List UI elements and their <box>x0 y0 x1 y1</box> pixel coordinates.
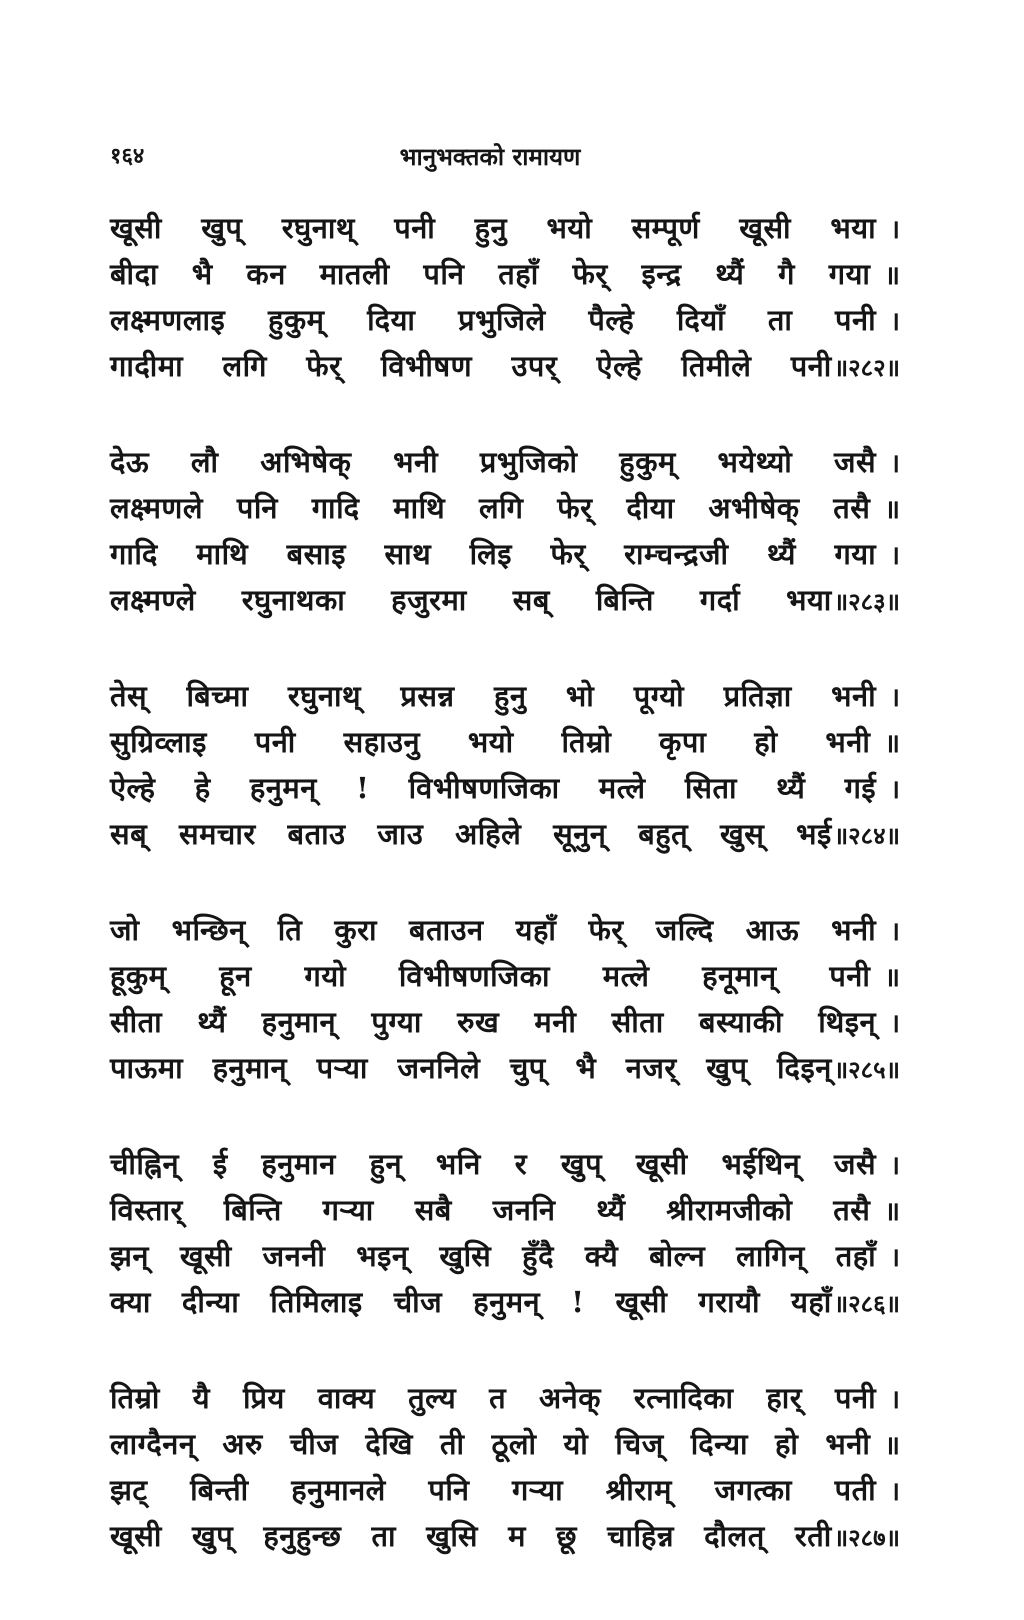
verse-line <box>110 254 900 300</box>
danda-mark: । <box>890 1385 900 1415</box>
verse-number: ॥२८४॥ <box>833 821 900 850</box>
verse-line <box>110 768 900 814</box>
danda-mark: । <box>890 683 900 713</box>
verse-line-text: चीह्निन् ई हनुमान हुन् भनि र खुप् खूसी भईथिन् जसै <box>110 1147 877 1181</box>
verse-287 <box>110 1378 900 1562</box>
verse-line <box>110 346 900 392</box>
verse-line <box>110 1282 900 1328</box>
verse-line <box>110 956 900 1002</box>
verse-line <box>110 1144 900 1190</box>
verse-line-text: झट् बिन्ती हनुमानले पनि गऱ्या श्रीराम् जगत्का पती <box>110 1473 877 1507</box>
double-danda-mark: ॥ <box>884 495 900 525</box>
verse-line-text: गादि माथि बसाइ साथ लिइ फेर् राम्चन्द्रजी थ्यैं गया <box>110 537 877 571</box>
verse-line-text: विस्तार् बिन्ति गऱ्या सबै जननि थ्यैं श्रीरामजीको तसै <box>110 1193 871 1227</box>
danda-mark: । <box>890 307 900 337</box>
double-danda-mark: ॥ <box>884 1431 900 1461</box>
double-danda-mark: ॥ <box>884 963 900 993</box>
verse-line-text: सुग्रिव्लाइ पनी सहाउनु भयो तिम्रो कृपा हो भनी <box>110 725 871 759</box>
verse-284 <box>110 676 900 860</box>
verse-286 <box>110 1144 900 1328</box>
verse-line-text: तेस् बिच्मा रघुनाथ् प्रसन्न हुनु भो पूग्यो प्रतिज्ञा भनी <box>110 679 877 713</box>
verse-line-text: सीता थ्यैं हनुमान् पुग्या रुख मनी सीता बस्याकी थिइन् <box>110 1005 877 1039</box>
verse-number: ॥२८६॥ <box>833 1289 900 1318</box>
verse-line-text: देऊ लौ अभिषेक् भनी प्रभुजिको हुकुम् भयेथ्यो जसै <box>110 445 877 479</box>
danda-mark: । <box>890 1009 900 1039</box>
verse-283 <box>110 442 900 626</box>
book-title: भानुभक्तको रामायण <box>399 142 581 171</box>
verse-line <box>110 1002 900 1048</box>
verse-list <box>110 208 900 1612</box>
verse-line <box>110 1190 900 1236</box>
verse-number: ॥२८७॥ <box>833 1523 900 1552</box>
verse-line-text: क्या दीन्या तिमिलाइ चीज हनुमन् ! खूसी गरायौ यहाँ <box>110 1285 832 1319</box>
verse-line-text: ऐल्हे हे हनुमन् ! विभीषणजिका मत्ले सिता थ्यैं गई <box>110 771 877 805</box>
verse-line <box>110 1516 900 1562</box>
page-number: १६४ <box>110 143 145 169</box>
verse-line <box>110 1048 900 1094</box>
verse-line <box>110 442 900 488</box>
verse-line <box>110 722 900 768</box>
verse-line <box>110 208 900 254</box>
verse-line <box>110 300 900 346</box>
verse-line <box>110 1236 900 1282</box>
running-head <box>110 140 870 180</box>
verse-line <box>110 910 900 956</box>
verse-line-text: लक्ष्मण्ले रघुनाथका हजुरमा सब् बिन्ति गर्दा भया <box>110 583 832 617</box>
verse-line-text: बीदा भै कन मातली पनि तहाँ फेर् इन्द्र थ्यैं गै गया <box>110 257 871 291</box>
danda-mark: । <box>890 449 900 479</box>
verse-line <box>110 534 900 580</box>
verse-line-text: झन् खूसी जननी भइन् खुसि हुँदै क्यै बोल्न लागिन् तहाँ <box>110 1239 877 1273</box>
double-danda-mark: ॥ <box>884 729 900 759</box>
danda-mark: । <box>890 1477 900 1507</box>
verse-line-text: लक्ष्मणले पनि गादि माथि लगि फेर् दीया अभीषेक् तसै <box>110 491 871 525</box>
verse-line <box>110 488 900 534</box>
verse-number: ॥२८३॥ <box>833 587 900 616</box>
verse-line <box>110 1378 900 1424</box>
danda-mark: । <box>890 215 900 245</box>
verse-line-text: तिम्रो यै प्रिय वाक्य तुल्य त अनेक् रत्नादिका हार् पनी <box>110 1381 877 1415</box>
danda-mark: । <box>890 917 900 947</box>
danda-mark: । <box>890 541 900 571</box>
verse-number: ॥२८२॥ <box>833 353 900 382</box>
danda-mark: । <box>890 1243 900 1273</box>
verse-line-text: जो भन्छिन् ति कुरा बताउन यहाँ फेर् जल्दि आऊ भनी <box>110 913 877 947</box>
verse-number: ॥२८५॥ <box>833 1055 900 1084</box>
verse-line-text: खूसी खुप् रघुनाथ् पनी हुनु भयो सम्पूर्ण खूसी भया <box>110 211 877 245</box>
verse-282 <box>110 208 900 392</box>
double-danda-mark: ॥ <box>884 261 900 291</box>
verse-line <box>110 1470 900 1516</box>
verse-line-text: लक्ष्मणलाइ हुकुम् दिया प्रभुजिले पैल्हे दियाँ ता पनी <box>110 303 877 337</box>
verse-line <box>110 814 900 860</box>
verse-line-text: पाऊमा हनुमान् पऱ्या जननिले चुप् भै नजर् खुप् दिइन् <box>110 1051 832 1085</box>
verse-line-text: सब् समचार बताउ जाउ अहिले सूनुन् बहुत् खुस् भई <box>110 817 832 851</box>
verse-285 <box>110 910 900 1094</box>
danda-mark: । <box>890 775 900 805</box>
verse-line <box>110 580 900 626</box>
verse-line-text: हूकुम् हून गयो विभीषणजिका मत्ले हनूमान् पनी <box>110 959 871 993</box>
danda-mark: । <box>890 1151 900 1181</box>
verse-line-text: लाग्दैनन् अरु चीज देखि ती ठूलो यो चिज् दिन्या हो भनी <box>110 1427 871 1461</box>
verse-line-text: खूसी खुप् हनुहुन्छ ता खुसि म छू चाहिन्न दौलत् रती <box>110 1519 832 1553</box>
verse-line-text: गादीमा लगि फेर् विभीषण उपर् ऐल्हे तिमीले पनी <box>110 349 832 383</box>
verse-line <box>110 676 900 722</box>
verse-line <box>110 1424 900 1470</box>
double-danda-mark: ॥ <box>884 1197 900 1227</box>
